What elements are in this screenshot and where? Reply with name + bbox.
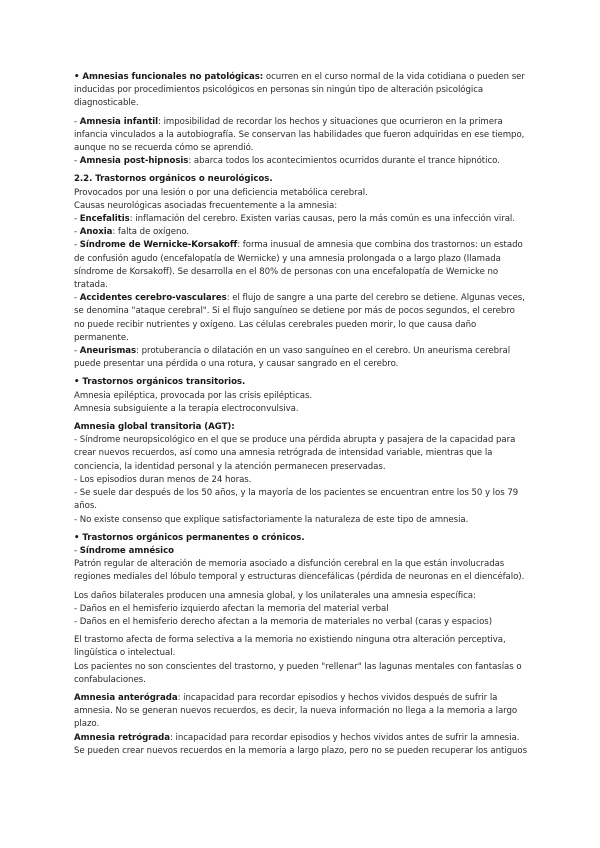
text-run: : forma inusual de amnesia que combina dos trastornos: un estado de confusión agudo (encefalopatía de Wernicke) y una amnesia prolongada o a largo plazo (llamada síndrome de Korsakoff). Se desarrolla en el 80% de personas con una encefalopatía de Wernicke no tratada.	[74, 240, 523, 291]
paragraph	[74, 661, 528, 687]
paragraph	[74, 545, 528, 558]
text-run: -	[74, 214, 80, 225]
text-run: -	[74, 293, 80, 304]
text-run: El trastorno afecta de forma selectiva a la memoria no existiendo ninguna otra alteración perceptiva, lingüística o intelectual.	[74, 635, 506, 659]
text-run: Provocados por una lesión o por una deficiencia metabólica cerebral.	[74, 187, 368, 198]
paragraph	[74, 116, 528, 156]
text-run: -	[74, 240, 80, 251]
paragraph	[74, 239, 528, 292]
text-run: - Daños en el hemisferio derecho afectan a la memoria de materiales no verbal (caras y espacios)	[74, 616, 493, 627]
text-run: : incapacidad para recordar episodios y hechos vividos después de sufrir la amnesia. No se generan nuevos recuerdos, es decir, la nueva información no llega a la memoria a largo plazo.	[74, 692, 518, 730]
paragraph	[74, 590, 528, 603]
paragraph	[74, 292, 528, 345]
text-run: - Los episodios duran menos de 24 horas.	[74, 474, 252, 485]
paragraph	[74, 71, 528, 111]
text-run: : falta de oxígeno.	[112, 227, 190, 238]
text-run: - Se suele dar después de los 50 años, y la mayoría de los pacientes se encuentran entre los 50 y los 79 años.	[74, 488, 519, 512]
bold-term: Accidentes cerebro-vasculares	[79, 293, 227, 304]
document-page	[74, 71, 528, 758]
paragraph	[74, 376, 528, 389]
text-run: -	[74, 545, 80, 556]
paragraph	[74, 173, 528, 186]
text-run: -	[74, 227, 80, 238]
bold-term: Amnesia infantil	[79, 116, 159, 127]
paragraph	[74, 213, 528, 226]
bold-term: • Amnesias funcionales no patológicas:	[74, 72, 264, 82]
text-run: ocurren en el curso normal de la vida cotidiana o pueden ser inducidas por procedimientos psicológicos en personas sin ningún tipo de alteración psicológica diagnosticable.	[74, 72, 525, 109]
bold-term: Aneurismas	[79, 346, 137, 357]
bold-term: Encefalitis	[79, 214, 130, 225]
bold-term: Amnesia anterógrada	[74, 692, 178, 703]
text-run: - No existe consenso que explique satisfactoriamente la naturaleza de este tipo de amnesia.	[74, 514, 469, 525]
text-run: Causas neurológicas asociadas frecuentemente a la amnesia:	[74, 200, 338, 211]
bold-term: 2.2. Trastornos orgánicos o neurológicos.	[74, 174, 273, 185]
paragraph	[74, 532, 528, 545]
paragraph	[74, 403, 528, 416]
paragraph	[74, 474, 528, 487]
text-run: - Síndrome neuropsicológico en el que se produce una pérdida abrupta y pasajera de la capacidad para crear nuevos recuerdos, así como una amnesia retrógrada de intensidad variable, mientras que la conciencia, la identidad personal y la atención permanecen preservadas.	[74, 435, 516, 472]
bold-term: Síndrome amnésico	[79, 545, 174, 556]
text-run: Amnesia subsiguiente a la terapia electroconvulsiva.	[74, 403, 299, 414]
text-run: Los pacientes no son conscientes del trastorno, y pueden "rellenar" las lagunas mentales con fantasías o confabulaciones.	[74, 661, 522, 685]
paragraph	[74, 155, 528, 168]
paragraph	[74, 692, 528, 732]
paragraph	[74, 487, 528, 513]
paragraph	[74, 732, 528, 758]
text-run: -	[74, 156, 80, 167]
paragraph	[74, 514, 528, 527]
paragraph	[74, 634, 528, 660]
text-run: : abarca todos los acontecimientos ocurridos durante el trance hipnótico.	[188, 156, 500, 167]
text-run: : imposibilidad de recordar los hechos y situaciones que ocurrieron en la primera infancia vinculados a la autobiografía. Se conservan las habilidades que fueron adquiridas en ese tiempo, aunque no se recuerda cómo se aprendió.	[74, 116, 525, 154]
bold-term: Síndrome de Wernicke-Korsakoff	[79, 240, 238, 251]
paragraph	[74, 390, 528, 403]
text-run: Amnesia epiléptica, provocada por las crisis epilépticas.	[74, 390, 313, 401]
text-run: : inflamación del cerebro. Existen varias causas, pero la más común es una infección viral.	[129, 214, 515, 225]
paragraph	[74, 603, 528, 616]
paragraph	[74, 421, 528, 434]
paragraph	[74, 434, 528, 474]
text-run: - Daños en el hemisferio izquierdo afectan la memoria del material verbal	[74, 603, 389, 614]
text-run: Los daños bilaterales producen una amnesia global, y los unilaterales una amnesia específica:	[74, 590, 476, 601]
text-run: -	[74, 346, 80, 357]
bold-term: Amnesia global transitoria (AGT):	[74, 422, 235, 433]
text-run: Patrón regular de alteración de memoria asociado a disfunción cerebral en la que están involucradas regiones mediales del lóbulo temporal y estructuras diencefálicas (pérdida de neuronas en el diencéfalo).	[74, 559, 525, 583]
text-run: : el flujo de sangre a una parte del cerebro se detiene. Algunas veces, se denomina "ataque cerebral". Si el flujo sanguíneo se detiene por más de pocos segundos, el cerebro no puede recibir nutrientes y oxígeno. Las células cerebrales pueden morir, lo que causa daño permanente.	[74, 293, 525, 343]
paragraph	[74, 226, 528, 239]
paragraph	[74, 616, 528, 629]
bold-term: • Trastornos orgánicos transitorios.	[74, 377, 246, 388]
bold-term: • Trastornos orgánicos permanentes o crónicos.	[74, 532, 305, 543]
bold-term: Amnesia retrógrada	[74, 732, 170, 743]
paragraph	[74, 345, 528, 371]
paragraph	[74, 187, 528, 200]
text-run: -	[74, 116, 80, 127]
paragraph	[74, 200, 528, 213]
text-run: : incapacidad para recordar episodios y hechos vividos antes de sufrir la amnesia. Se pueden crear nuevos recuerdos en la memoria a largo plazo, pero no se pueden recuperar los antiguos	[74, 732, 528, 756]
bold-term: Anoxia	[79, 227, 113, 238]
text-run: : protuberancia o dilatación en un vaso sanguíneo en el cerebro. Un aneurisma cerebral puede presentar una pérdida o una rotura, y causar sangrado en el cerebro.	[74, 346, 511, 370]
bold-term: Amnesia post-hipnosis	[79, 156, 189, 167]
paragraph	[74, 558, 528, 584]
